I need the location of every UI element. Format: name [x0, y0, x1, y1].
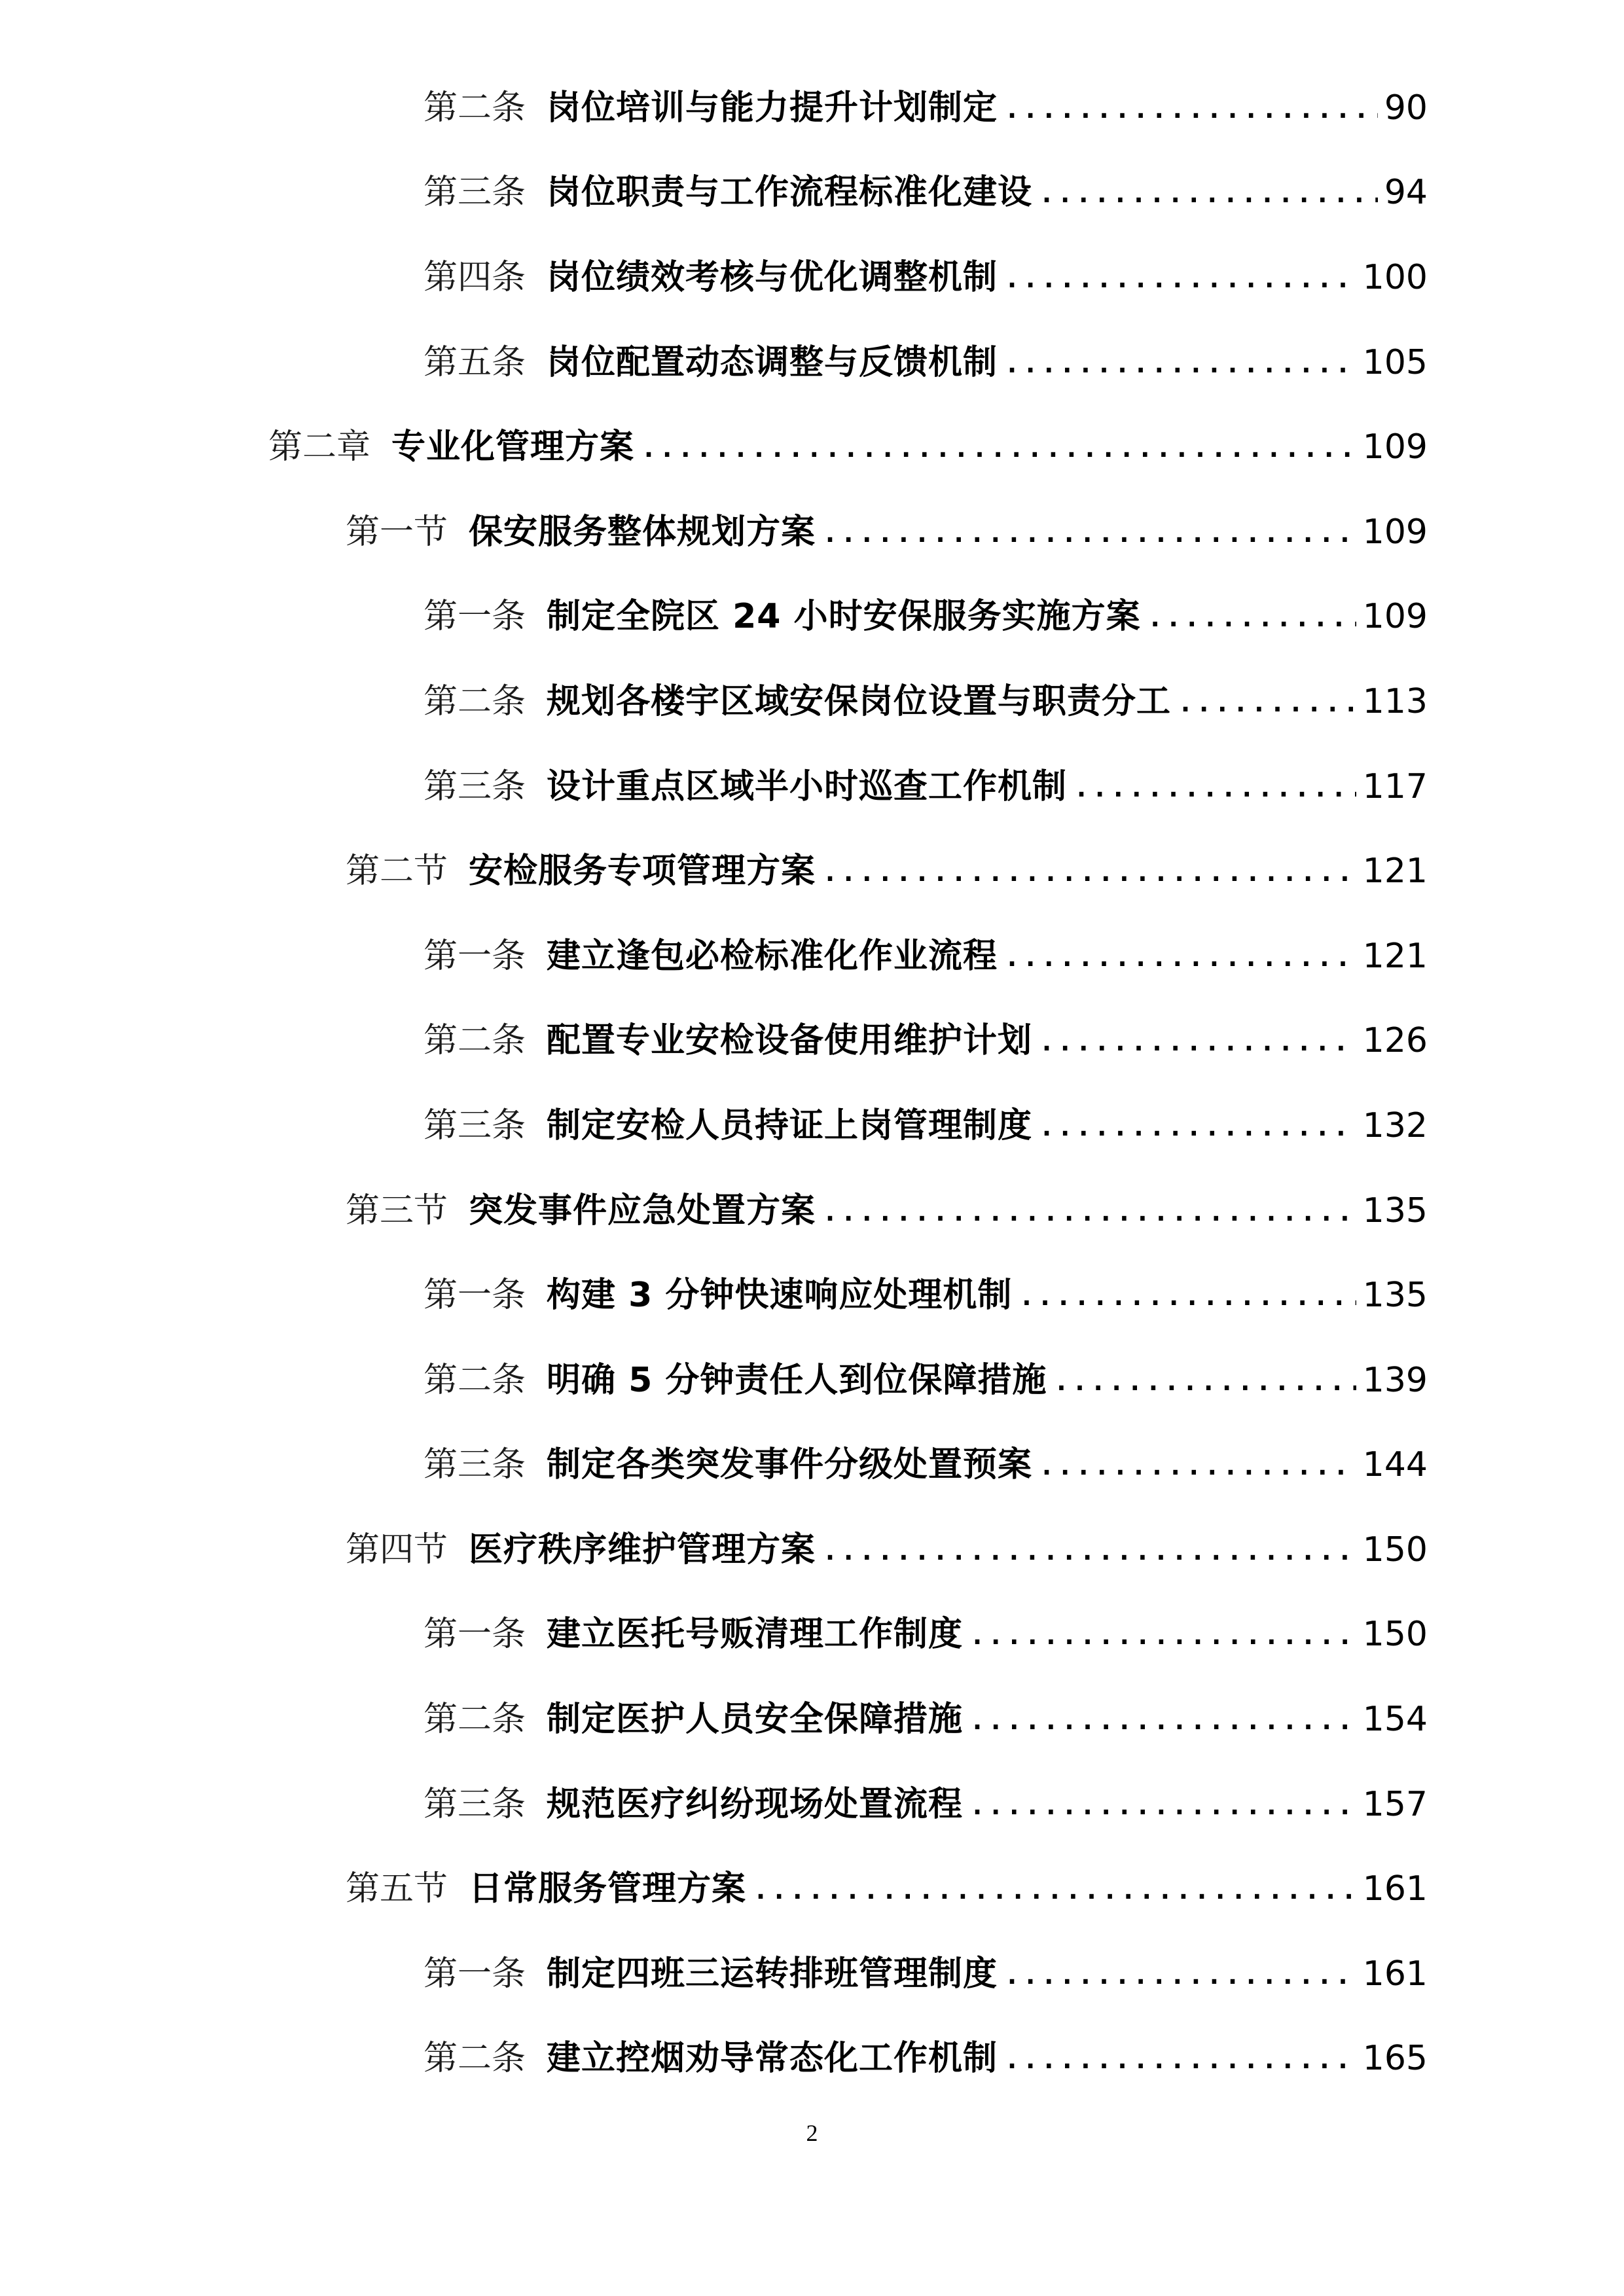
toc-entry-title: 日常服务管理方案: [469, 1869, 747, 1909]
dot-leader: [822, 854, 1356, 888]
dot-leader: [969, 1702, 1356, 1736]
toc-entry-title: 设计重点区域半小时巡查工作机制: [547, 766, 1068, 806]
toc-entry-title: 配置专业安检设备使用维护计划: [547, 1021, 1033, 1061]
toc-entry-title: 制定四班三运转排班管理制度: [547, 1954, 998, 1994]
toc-entry-page: 161: [1362, 1869, 1428, 1909]
dot-leader: [969, 1787, 1356, 1821]
toc-entry-label: 第二条: [424, 88, 526, 128]
toc-entry[interactable]: [0, 914, 1624, 999]
dot-leader: [1039, 1109, 1356, 1143]
toc-entry-label: 第二条: [424, 2039, 526, 2079]
dot-leader: [1147, 600, 1356, 634]
toc-entry[interactable]: [0, 1931, 1624, 2017]
toc-entry-label: 第二条: [424, 1021, 526, 1061]
toc-entry-title: 规范医疗纠纷现场处置流程: [547, 1784, 964, 1824]
dot-leader: [822, 1194, 1356, 1228]
dot-leader: [1004, 939, 1356, 973]
toc-entry-label: 第三条: [424, 1105, 526, 1145]
toc-entry[interactable]: [0, 1338, 1624, 1423]
toc-entry-page: 105: [1362, 342, 1428, 382]
toc-entry[interactable]: [0, 1677, 1624, 1762]
toc-entry-title: 制定全院区 24 小时安保服务实施方案: [547, 597, 1141, 637]
toc-entry-title: 制定安检人员持证上岗管理制度: [547, 1105, 1033, 1145]
toc-entry[interactable]: [0, 151, 1624, 236]
toc-entry-page: 165: [1362, 2039, 1428, 2079]
dot-leader: [641, 430, 1356, 464]
dot-leader: [1004, 1957, 1356, 1991]
toc-entry-page: 90: [1384, 88, 1428, 128]
toc-entry-title: 岗位配置动态调整与反馈机制: [547, 342, 998, 382]
dot-leader: [1004, 346, 1356, 380]
toc-entry-label: 第二条: [424, 1700, 526, 1740]
toc-entry-label: 第三条: [424, 766, 526, 806]
toc-entry[interactable]: [0, 1762, 1624, 1847]
toc-entry-page: 150: [1362, 1615, 1428, 1655]
toc-entry-title: 规划各楼宇区域安保岗位设置与职责分工: [547, 681, 1172, 721]
dot-leader: [1053, 1363, 1356, 1397]
dot-leader: [822, 1533, 1356, 1567]
dot-leader: [969, 1617, 1356, 1651]
toc-entry-section[interactable]: [0, 490, 1624, 575]
toc-entry-label: 第五条: [424, 342, 526, 382]
toc-entry-label: 第四节: [346, 1530, 448, 1570]
dot-leader: [1039, 175, 1378, 209]
toc-entry-label: 第二条: [424, 1360, 526, 1400]
table-of-contents: [0, 65, 1624, 2101]
toc-entry[interactable]: [0, 1592, 1624, 1677]
toc-entry-title: 建立医托号贩清理工作制度: [547, 1615, 964, 1655]
toc-entry-label: 第三节: [346, 1191, 448, 1230]
toc-entry-page: 121: [1362, 852, 1428, 891]
toc-entry-label: 第一条: [424, 936, 526, 976]
toc-entry-page: 109: [1362, 427, 1428, 467]
toc-entry[interactable]: [0, 320, 1624, 405]
toc-entry-page: 94: [1384, 173, 1428, 213]
toc-entry-title: 制定医护人员安全保障措施: [547, 1700, 964, 1740]
toc-entry[interactable]: [0, 575, 1624, 660]
toc-entry-title: 构建 3 分钟快速响应处理机制: [547, 1276, 1013, 1316]
toc-entry-page: 100: [1362, 257, 1428, 297]
toc-entry[interactable]: [0, 2017, 1624, 2102]
toc-entry-label: 第一条: [424, 1615, 526, 1655]
toc-entry-section[interactable]: [0, 1168, 1624, 1253]
toc-entry-page: 113: [1362, 681, 1428, 721]
toc-entry-title: 安检服务专项管理方案: [469, 852, 816, 891]
toc-entry-label: 第五节: [346, 1869, 448, 1909]
toc-entry-label: 第一节: [346, 512, 448, 552]
toc-entry[interactable]: [0, 999, 1624, 1084]
toc-entry-page: 126: [1362, 1021, 1428, 1061]
page-footer-number: 2: [806, 2120, 818, 2146]
toc-entry[interactable]: [0, 65, 1624, 151]
dot-leader: [1004, 2041, 1356, 2075]
toc-entry[interactable]: [0, 235, 1624, 320]
toc-entry-page: 157: [1362, 1784, 1428, 1824]
dot-leader: [753, 1872, 1356, 1906]
toc-entry-page: 109: [1362, 597, 1428, 637]
toc-entry-chapter[interactable]: [0, 404, 1624, 490]
toc-entry-page: 139: [1362, 1360, 1428, 1400]
toc-entry-label: 第四条: [424, 257, 526, 297]
toc-entry-title: 岗位职责与工作流程标准化建设: [547, 173, 1033, 213]
toc-entry-title: 保安服务整体规划方案: [469, 512, 816, 552]
toc-entry-title: 制定各类突发事件分级处置预案: [547, 1445, 1033, 1485]
toc-entry-label: 第三条: [424, 1784, 526, 1824]
toc-entry-page: 109: [1362, 512, 1428, 552]
toc-entry-page: 150: [1362, 1530, 1428, 1570]
toc-entry-title: 岗位培训与能力提升计划制定: [547, 88, 998, 128]
toc-entry-title: 明确 5 分钟责任人到位保障措施: [547, 1360, 1047, 1400]
toc-entry-section[interactable]: [0, 1507, 1624, 1592]
dot-leader: [1004, 91, 1378, 125]
toc-entry-label: 第二条: [424, 681, 526, 721]
toc-entry-title: 突发事件应急处置方案: [469, 1191, 816, 1230]
dot-leader: [1004, 260, 1356, 295]
toc-entry-section[interactable]: [0, 829, 1624, 914]
dot-leader: [822, 515, 1356, 549]
toc-entry-page: 121: [1362, 936, 1428, 976]
toc-entry-page: 135: [1362, 1191, 1428, 1230]
toc-entry-label: 第二章: [268, 427, 371, 467]
toc-entry[interactable]: [0, 744, 1624, 829]
toc-entry[interactable]: [0, 1083, 1624, 1168]
dot-leader: [1019, 1278, 1356, 1312]
toc-entry-title: 医疗秩序维护管理方案: [469, 1530, 816, 1570]
toc-entry[interactable]: [0, 1423, 1624, 1508]
dot-leader: [1074, 770, 1356, 804]
toc-entry-title: 建立逢包必检标准化作业流程: [547, 936, 998, 976]
toc-entry-page: 154: [1362, 1700, 1428, 1740]
toc-entry-section[interactable]: [0, 1846, 1624, 1931]
dot-leader: [1039, 1448, 1356, 1482]
toc-entry-page: 117: [1362, 766, 1428, 806]
dot-leader: [1039, 1024, 1356, 1058]
toc-entry-page: 161: [1362, 1954, 1428, 1994]
toc-entry-label: 第三条: [424, 1445, 526, 1485]
toc-entry[interactable]: [0, 1253, 1624, 1338]
toc-entry-label: 第一条: [424, 1954, 526, 1994]
toc-entry-page: 135: [1362, 1276, 1428, 1316]
toc-entry-label: 第一条: [424, 1276, 526, 1316]
toc-entry-page: 132: [1362, 1105, 1428, 1145]
toc-entry-title: 专业化管理方案: [391, 427, 635, 467]
dot-leader: [1178, 685, 1356, 719]
toc-entry-title: 岗位绩效考核与优化调整机制: [547, 257, 998, 297]
toc-entry-label: 第三条: [424, 173, 526, 213]
toc-entry-page: 144: [1362, 1445, 1428, 1485]
toc-entry-label: 第一条: [424, 597, 526, 637]
toc-entry-title: 建立控烟劝导常态化工作机制: [547, 2039, 998, 2079]
toc-entry-label: 第二节: [346, 852, 448, 891]
toc-entry[interactable]: [0, 659, 1624, 744]
